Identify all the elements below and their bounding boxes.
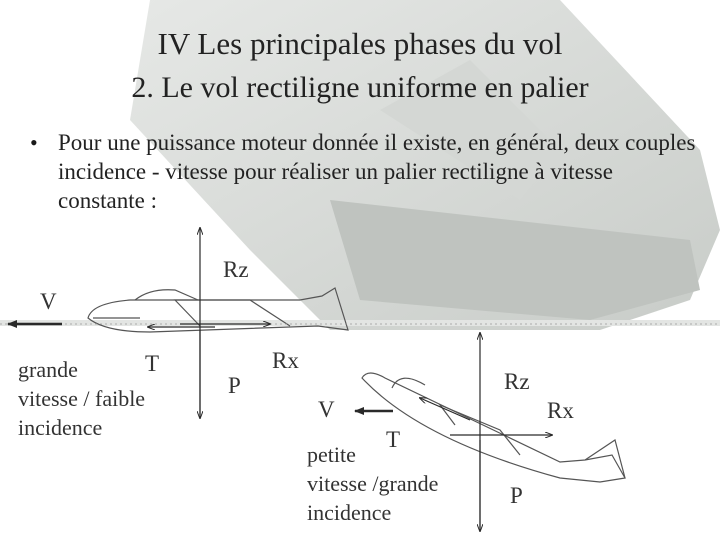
slide-title: IV Les principales phases du vol [157,26,563,61]
caption-right: petite vitesse /grande incidence [307,442,439,525]
label-weight-left: P [228,373,241,398]
thrust-arrow-right [420,398,470,420]
label-thrust-left: T [145,351,160,376]
label-weight-right: P [510,483,523,508]
slide-subtitle: 2. Le vol rectiligne uniforme en palier [131,71,589,104]
label-lift-left: Rz [223,257,249,282]
label-thrust-right: T [386,427,401,452]
label-lift-right: Rz [504,369,530,394]
label-velocity-left: V [40,289,57,314]
label-drag-left: Rx [272,348,299,373]
label-drag-right: Rx [547,398,574,423]
label-velocity-right: V [318,397,335,422]
bullet-text: Pour une puissance moteur donnée il existe, en général, deux couples incidence - vitesse pour réaliser un palier rectiligne à vitesse constante : [58,130,696,213]
bullet-marker: • [30,130,38,155]
airplane-left [0,288,720,332]
caption-left: grande vitesse / faible incidence [18,357,146,440]
